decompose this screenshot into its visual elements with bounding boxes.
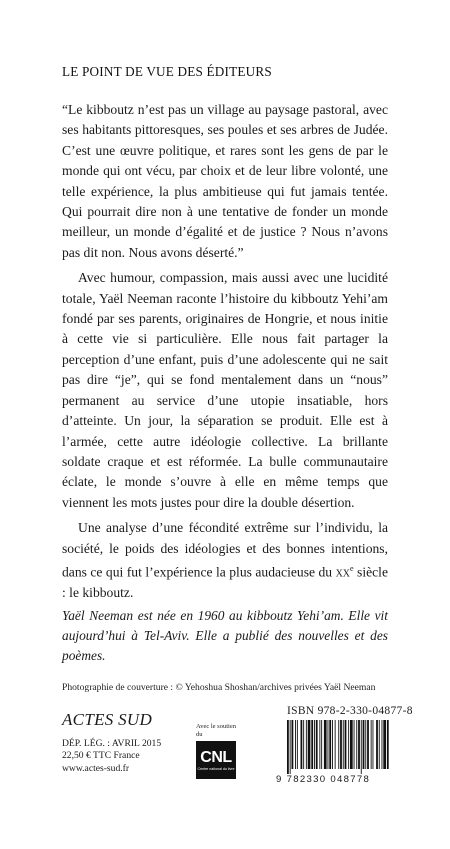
barcode-graphic bbox=[287, 720, 389, 774]
barcode-bar bbox=[324, 720, 327, 769]
barcode-bar bbox=[338, 720, 339, 769]
barcode-bar bbox=[379, 720, 380, 769]
barcode-bar bbox=[356, 720, 357, 769]
price: 22,50 € TTC France bbox=[62, 750, 140, 762]
summary-paragraph: Avec humour, compassion, mais aussi avec une lucidité totale, Yaël Neeman raconte l’histoire du kibboutz Yehi’am fondé par ses parents, originaires de Hongrie, et nous initie à cette vie si particulière. Elle nous fait partager la perception d’une enfant, puis d’une adolescente qui ne sait pas dire “je”, qui se fond mentalement dans un “nous” permanent au service d’une utopie insatiable, hors d’atteinte. Un jour, la séparation se produit. Elle est à l’armée, cette autre idéologie collective. La brillante soldate craque et est réformée. La bulle communautaire éclate, le monde s’ouvre à elle en même temps que viennent les mots justes pour dire la double désertion. bbox=[62, 270, 388, 510]
barcode-bar bbox=[358, 720, 360, 769]
barcode-bar bbox=[387, 720, 389, 769]
barcode-bar bbox=[382, 720, 383, 769]
barcode-bar bbox=[350, 720, 353, 769]
barcode-bar bbox=[311, 720, 313, 769]
barcode-bar bbox=[290, 720, 291, 774]
barcode-bar bbox=[321, 720, 322, 769]
barcode-bar bbox=[367, 720, 369, 769]
barcode-bar bbox=[361, 720, 362, 774]
barcode-icon bbox=[287, 720, 389, 779]
legal-info bbox=[62, 738, 161, 775]
barcode-digits: 9 782330 048778 bbox=[276, 774, 371, 785]
publisher-name: ACTES SUD bbox=[62, 710, 153, 729]
barcode-bar bbox=[297, 720, 298, 769]
barcode-bar bbox=[295, 720, 296, 769]
barcode-bar bbox=[308, 720, 311, 769]
barcode-bar bbox=[301, 720, 303, 769]
barcode-bar bbox=[314, 720, 315, 769]
barcode-bar bbox=[292, 720, 294, 769]
barcode-bar bbox=[316, 720, 318, 769]
barcode-bar bbox=[335, 720, 336, 769]
legal-deposit: DÉP. LÉG. : AVRIL 2015 bbox=[62, 738, 162, 749]
quote-paragraph: “Le kibboutz n’est pas un village au paysage pastoral, avec ses habitants pittoresques, ses poules et ses arbres de Judée. C’est une œuvre politique, et rares sont les gens de par le monde qui ont vécu, par choix et de leur libre volonté, une telle expérience, la plus ambitieuse qui fut jamais tentée. Qui pourrait dire non à une tentative de fonder un monde meilleur, un monde d’égalité et de justice ? Nous n’avons pas dit non. Nous avons déserté.” bbox=[62, 102, 388, 260]
blurb-text bbox=[62, 100, 388, 603]
barcode-bar bbox=[328, 720, 329, 769]
barcode-bar bbox=[303, 720, 304, 769]
barcode-bar bbox=[383, 720, 386, 769]
barcode-bar bbox=[329, 720, 331, 769]
barcode-bar bbox=[365, 720, 366, 769]
cnl-support-text: Avec le soutien du bbox=[196, 723, 236, 738]
barcode-bar bbox=[345, 720, 347, 769]
barcode-bar bbox=[371, 720, 372, 769]
barcode-bar bbox=[306, 720, 307, 769]
photo-credit: Photographie de couverture : © Yehoshua Shoshan/archives privées Yaël Neeman bbox=[62, 682, 376, 693]
section-heading: LE POINT DE VUE DES ÉDITEURS bbox=[62, 64, 272, 79]
cnl-logo-letters: CNL bbox=[200, 748, 232, 766]
isbn: ISBN 978-2-330-04877-8 bbox=[287, 705, 413, 717]
barcode-bar bbox=[348, 720, 349, 769]
barcode-bar bbox=[343, 720, 344, 769]
cnl-logo-icon bbox=[196, 741, 236, 779]
barcode-bar bbox=[287, 720, 289, 774]
barcode-bar bbox=[354, 720, 355, 769]
analysis-paragraph: Une analyse d’une fécondité extrême sur l’individu, la société, le poids des idéologies et des bonnes intentions, dans ce qui fut l’expérience la plus audacieuse du $xx^e$ siècle : le kibboutz. bbox=[62, 520, 388, 600]
barcode-bar bbox=[373, 720, 374, 769]
barcode-bar bbox=[340, 720, 342, 769]
cnl-support-block bbox=[196, 723, 244, 779]
barcode-bar bbox=[363, 720, 365, 769]
barcode-bar bbox=[319, 720, 320, 769]
website: www.actes-sud.fr bbox=[62, 762, 130, 774]
barcode-bar bbox=[332, 720, 333, 769]
cnl-logo-caption: Centre national du livre bbox=[197, 766, 235, 771]
barcode-bar bbox=[376, 720, 378, 769]
author-bio: Yaël Neeman est née en 1960 au kibboutz Yehi’am. Elle vit aujourd’hui à Tel-Aviv. Elle a publié des nouvelles et des poèmes. bbox=[62, 608, 388, 663]
